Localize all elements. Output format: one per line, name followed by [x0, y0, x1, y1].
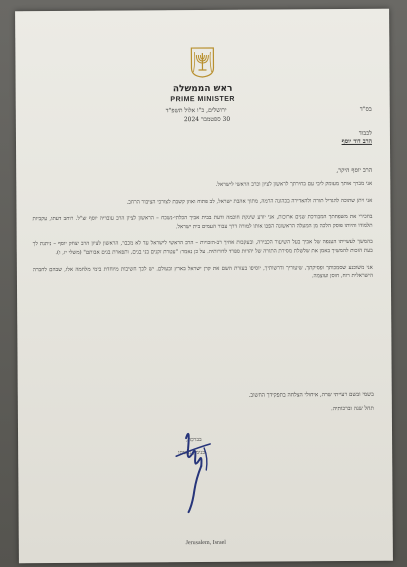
recipient-label: לכבוד [358, 129, 372, 137]
paragraph: אני ויתן שתוכה להגדיל תורה ולהאדירה בכהונה הרמה, מתוך אהבת ישראל, לב פתוח ואוזן קשבת לצורכי הציבור הרחב. [126, 197, 373, 206]
office-title-hebrew: ראש הממשלה [172, 83, 233, 95]
date-hebrew: ירושלים, כ"ו אלול תשפ"ד [165, 106, 227, 115]
paragraph: אני מברך אותך מעומק ליבי עם בחירתך לראשון לציון וכרב הראשי לישראל. [215, 180, 373, 188]
bsd-mark: בס"ד [359, 105, 372, 113]
paragraph: בהמשך לעשייתו הענפה של אביך בעל השיעור הכבירה, ובעקבות אחיך רב-הזכויות – הרב הראשי לישראל עד לא מכבר, הראשון לציון הרב יצחק יוסף – ניתנת לך בעת הזכות להמשיך באמן את שלשלת מסירת התורה של יהדות ספרד לדורותיה. על כן נאמר: "עטרת זקנים בני בנים, ותפארת בנים אבותם" (משלי יז, ו). [32, 239, 373, 257]
footer-location: Jerusalem, Israel [185, 539, 226, 547]
new-year-greeting: תחל שנה וברכותיה. [331, 405, 374, 413]
letter-body [32, 180, 373, 291]
salutation: הרב יוסף היקר, [336, 166, 373, 175]
closing-wishes: בשמי ובשם רעייתי שרה, איחולי הצלחה בתפקידך החשוב. [248, 391, 374, 399]
state-emblem-icon [189, 46, 215, 78]
paragraph: בחכירי את משפחתך המבורכת שנים ארוכות, אני יודע שינקת חוכמה ודעת בבית אביך הכלתי-נשכח – הראשון לציון הרב עובדיה יוסף זצ"ל. רוחב דעתו, עקביות תלמודו והיותו פוסק הלכה מן המעלה הראשונה הפכו אותו למורה דרך עבור העמים בית ישראל. [32, 214, 373, 230]
handwritten-signature [166, 418, 229, 518]
letter-page [15, 9, 393, 564]
date-gregorian: 30 ספטמבר 2024 [183, 115, 231, 124]
office-title-english: PRIME MINISTER [170, 95, 236, 104]
paragraph: אני משוכנע שסמכותך ופסיקתך, שיעוריך ודרשותיך, יוסיפו בעזרת השם את קרן ישראל בארץ ובעולם. יש לכך חשיבות מיוחדת בימי מלחמה אלו, שבהם לחברה הישראלית רוח, חוסן ועוצמה. [32, 264, 373, 280]
signature-blessing: בברכה, [186, 437, 202, 444]
signatory-name: בנימין נתניהו [178, 449, 205, 457]
recipient-name: הרב דוד יוסף [341, 137, 373, 146]
